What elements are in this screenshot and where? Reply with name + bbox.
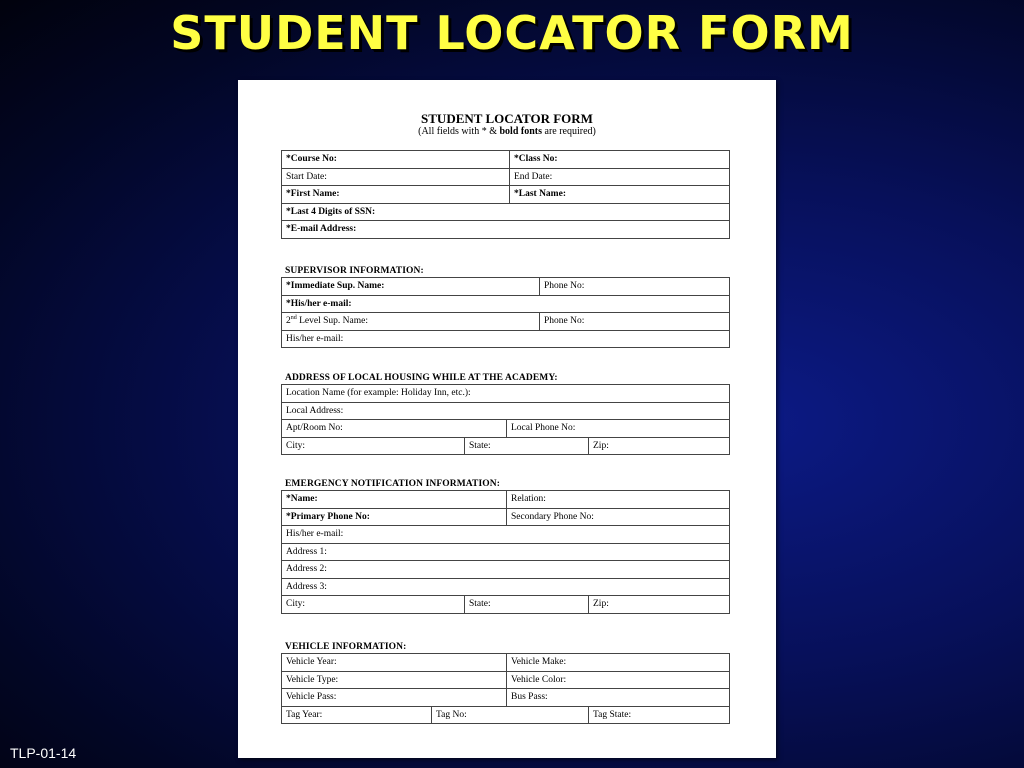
relation-field[interactable]: Relation:: [507, 491, 730, 509]
table-row: [282, 543, 730, 561]
vehicle-type-field[interactable]: Vehicle Type:: [282, 671, 507, 689]
subtitle-text-start: (All fields with * &: [418, 126, 500, 137]
table-row: [282, 706, 730, 724]
end-date-field[interactable]: End Date:: [510, 168, 730, 186]
table-row: [282, 508, 730, 526]
level-label: Level Sup. Name:: [296, 316, 368, 327]
start-date-field[interactable]: Start Date:: [282, 168, 510, 186]
local-address-field[interactable]: Local Address:: [282, 402, 730, 420]
bus-pass-field[interactable]: Bus Pass:: [507, 689, 730, 707]
housing-state-field[interactable]: State:: [465, 437, 589, 455]
tag-year-field[interactable]: Tag Year:: [282, 706, 432, 724]
second-sup-phone-field[interactable]: Phone No:: [540, 313, 730, 331]
table-row: [282, 330, 730, 348]
vehicle-year-field[interactable]: Vehicle Year:: [282, 654, 507, 672]
form-document: [238, 80, 776, 758]
table-row: [282, 689, 730, 707]
second-sup-email-field[interactable]: His/her e-mail:: [282, 330, 730, 348]
form-subtitle: [238, 126, 776, 137]
emergency-heading: EMERGENCY NOTIFICATION INFORMATION:: [285, 479, 500, 489]
emergency-zip-field[interactable]: Zip:: [589, 596, 730, 614]
apt-room-field[interactable]: Apt/Room No:: [282, 420, 507, 438]
table-row: [282, 221, 730, 239]
primary-phone-field[interactable]: *Primary Phone No:: [282, 508, 507, 526]
sup-phone-field[interactable]: Phone No:: [540, 278, 730, 296]
table-row: [282, 578, 730, 596]
emergency-city-field[interactable]: City:: [282, 596, 465, 614]
table-row: [282, 278, 730, 296]
table-row: [282, 420, 730, 438]
table-row: [282, 186, 730, 204]
table-row: [282, 561, 730, 579]
immediate-sup-name-field[interactable]: *Immediate Sup. Name:: [282, 278, 540, 296]
table-row: [282, 402, 730, 420]
table-row: [282, 654, 730, 672]
address1-field[interactable]: Address 1:: [282, 543, 730, 561]
table-row: [282, 671, 730, 689]
table-row: [282, 313, 730, 331]
table-row: [282, 491, 730, 509]
table-row: [282, 526, 730, 544]
housing-heading: ADDRESS OF LOCAL HOUSING WHILE AT THE ACADEMY:: [285, 373, 558, 383]
course-no-field[interactable]: *Course No:: [282, 151, 510, 169]
local-phone-field[interactable]: Local Phone No:: [507, 420, 730, 438]
secondary-phone-field[interactable]: Secondary Phone No:: [507, 508, 730, 526]
location-name-field[interactable]: Location Name (for example: Holiday Inn, etc.):: [282, 385, 730, 403]
vehicle-table: [281, 653, 730, 724]
subtitle-text-end: are required): [542, 126, 596, 137]
second-level-sup-name-field[interactable]: [282, 313, 540, 331]
emergency-state-field[interactable]: State:: [465, 596, 589, 614]
table-row: [282, 385, 730, 403]
table-row: [282, 151, 730, 169]
table-row: [282, 596, 730, 614]
first-name-field[interactable]: *First Name:: [282, 186, 510, 204]
emergency-email-field[interactable]: His/her e-mail:: [282, 526, 730, 544]
housing-table: [281, 384, 730, 455]
tag-state-field[interactable]: Tag State:: [589, 706, 730, 724]
form-title: STUDENT LOCATOR FORM: [421, 111, 593, 126]
class-no-field[interactable]: *Class No:: [510, 151, 730, 169]
slide-footer: TLP-01-14: [10, 745, 77, 761]
housing-zip-field[interactable]: Zip:: [589, 437, 730, 455]
table-row: [282, 203, 730, 221]
sup-email-field[interactable]: *His/her e-mail:: [282, 295, 730, 313]
table-row: [282, 168, 730, 186]
ssn-field[interactable]: *Last 4 Digits of SSN:: [282, 203, 730, 221]
address3-field[interactable]: Address 3:: [282, 578, 730, 596]
vehicle-make-field[interactable]: Vehicle Make:: [507, 654, 730, 672]
housing-city-field[interactable]: City:: [282, 437, 465, 455]
email-field[interactable]: *E-mail Address:: [282, 221, 730, 239]
vehicle-heading: VEHICLE INFORMATION:: [285, 642, 407, 652]
tag-no-field[interactable]: Tag No:: [432, 706, 589, 724]
level-number: 2: [286, 316, 291, 327]
last-name-field[interactable]: *Last Name:: [510, 186, 730, 204]
slide-title: STUDENT LOCATOR FORM: [170, 6, 854, 60]
student-info-table: [281, 150, 730, 239]
vehicle-color-field[interactable]: Vehicle Color:: [507, 671, 730, 689]
address2-field[interactable]: Address 2:: [282, 561, 730, 579]
table-row: [282, 295, 730, 313]
emergency-name-field[interactable]: *Name:: [282, 491, 507, 509]
emergency-table: [281, 490, 730, 614]
subtitle-text-bold: bold fonts: [499, 126, 543, 137]
level-ordinal-suffix: nd: [290, 315, 297, 322]
supervisor-heading: SUPERVISOR INFORMATION:: [285, 266, 424, 276]
vehicle-pass-field[interactable]: Vehicle Pass:: [282, 689, 507, 707]
table-row: [282, 437, 730, 455]
supervisor-table: [281, 277, 730, 348]
